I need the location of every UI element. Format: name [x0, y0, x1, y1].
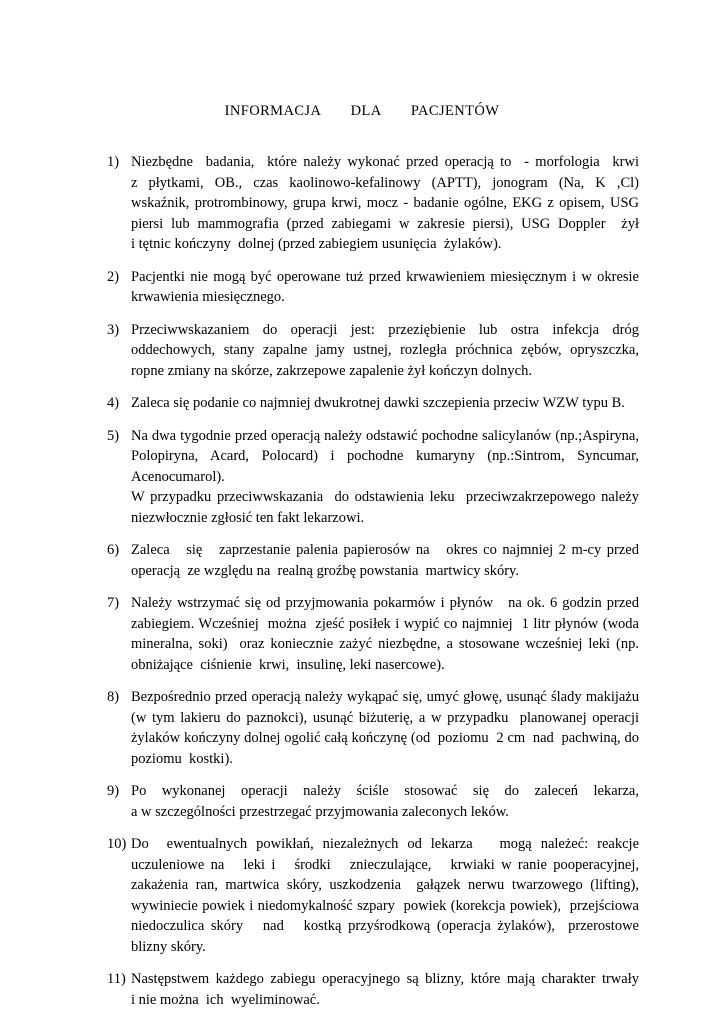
text-line: i nie można ich wyeliminować. — [131, 991, 320, 1008]
list-item — [107, 393, 639, 414]
text-line: piersi lub mammografia (przed zabiegami w zakresie piersi), USG Doppler żył — [131, 215, 639, 232]
text-line: Niezbędne badania, które należy wykonać przed operacją to - morfologia krwi — [131, 154, 639, 170]
list-item — [107, 834, 639, 957]
text-line: niezwłocznie zgłosić ten fakt lekarzowi. — [131, 509, 365, 526]
list-item — [107, 426, 639, 529]
list-item-text — [131, 540, 639, 581]
list-item-number: 9) — [107, 783, 120, 799]
text-line: blizny skóry. — [131, 938, 206, 955]
list-item-text — [131, 320, 639, 382]
list-item — [107, 781, 639, 822]
text-line: mineralna, soki) oraz koniecznie zażyć niezbędne, a stosowane wcześniej leki (np. — [131, 636, 639, 652]
text-line: Bezpośrednio przed operacją należy wykąpać się, umyć głowę, usunąć ślady makijażu — [131, 689, 639, 705]
list-item — [107, 593, 639, 675]
text-line: a w szczególności przestrzegać przyjmowania zaleconych leków. — [131, 803, 509, 820]
text-line: z płytkami, OB., czas kaolinowo-kefalinowy (APTT), jonogram (Na, K ,Cl) — [131, 174, 639, 191]
list-item — [107, 320, 639, 382]
text-line: W przypadku przeciwwskazania do odstawienia leku przeciwzakrzepowego należy — [131, 489, 639, 505]
list-item-number: 8) — [107, 689, 120, 705]
list-item-number: 7) — [107, 595, 120, 611]
text-line: zakażenia ran, martwica skóry, uszkodzenia gałązek nerwu twarzowego (lifting), — [131, 877, 639, 893]
list-item-text — [131, 593, 639, 675]
text-line: zabiegiem. Wcześniej można zjeść posiłek i wypić co najmniej 1 litr płynów (woda — [131, 615, 639, 632]
text-line: żylaków kończyny dolnej ogolić całą kończynę (od poziomu 2 cm nad pachwiną, do — [131, 730, 639, 746]
text-line: wskaźnik, protrombinowy, grupa krwi, mocz - badanie ogólne, EKG z opisem, USG — [131, 195, 639, 211]
text-line: Pacjentki nie mogą być operowane tuż przed krwawieniem miesięcznym i w okresie — [131, 268, 639, 285]
text-line: wywiniecie powiek i niedomykalność szpary powiek (korekcja powiek), przejściowa — [131, 897, 639, 914]
text-line: oddechowych, stany zapalne jamy ustnej, rozległa próchnica zębów, opryszczka, — [131, 342, 639, 358]
list-item-text — [131, 781, 639, 822]
list-item-number: 10) — [107, 836, 127, 852]
text-line: Należy wstrzymać się od przyjmowania pokarmów i płynów na ok. 6 godzin przed — [131, 595, 639, 611]
text-line: Po wykonanej operacji należy ściśle stosować się do zaleceń lekarza, — [131, 783, 639, 799]
list-item-number: 3) — [107, 321, 120, 338]
list-item-number: 11) — [107, 971, 126, 987]
text-line: poziomu kostki). — [131, 750, 233, 767]
document-title: INFORMACJA DLA PACJENTÓW — [224, 103, 500, 119]
list-item-text — [131, 267, 639, 308]
list-item-number: 1) — [107, 154, 120, 170]
text-line: Zaleca się zaprzestanie palenia papierosów na okres co najmniej 2 m-cy przed — [131, 542, 639, 558]
text-line: krwawienia miesięcznego. — [131, 289, 285, 305]
list-item-text — [131, 426, 639, 529]
text-line: operacją ze względu na realną groźbę powstania martwicy skóry. — [131, 562, 519, 579]
text-line: ropne zmiany na skórze, zakrzepowe zapalenie żył kończyn dolnych. — [131, 362, 532, 379]
list-item-text — [131, 393, 639, 414]
text-line: Na dwa tygodnie przed operacją należy odstawić pochodne salicylanów (np.;Aspiryna, — [131, 427, 639, 444]
text-line: uczuleniowe na leki i środki znieczulające, krwiaki w ranie pooperacyjnej, — [131, 856, 639, 873]
list-item-number: 2) — [107, 268, 120, 285]
list-item — [107, 969, 639, 1010]
text-line: niedoczulica skóry nad kostką przyśrodkową (operacja żylaków), przerostowe — [131, 918, 639, 934]
numbered-list — [107, 152, 639, 1010]
list-item-text — [131, 152, 639, 255]
list-item — [107, 152, 639, 255]
text-line: Do ewentualnych powikłań, niezależnych od lekarza mogą należeć: reakcje — [131, 836, 639, 852]
text-line: Acenocumarol). — [131, 468, 225, 485]
list-item-number: 6) — [107, 542, 120, 558]
list-item — [107, 687, 639, 769]
text-line: Zaleca się podanie co najmniej dwukrotnej dawki szczepienia przeciw WZW typu B. — [131, 395, 625, 411]
list-item — [107, 540, 639, 581]
list-item-text — [131, 969, 639, 1010]
list-item-text — [131, 834, 639, 957]
list-item-text — [131, 687, 639, 769]
text-line: (w tym lakieru do paznokci), usunąć biżuterię, a w przypadku planowanej operacji — [131, 709, 639, 726]
text-line: Następstwem każdego zabiegu operacyjnego są blizny, które mają charakter trwały — [131, 971, 639, 987]
list-item — [107, 267, 639, 308]
list-item-number: 4) — [107, 395, 120, 411]
list-item-number: 5) — [107, 427, 120, 444]
text-line: Polopiryna, Acard, Polocard) i pochodne kumaryny (np.:Sintrom, Syncumar, — [131, 448, 639, 464]
text-line: i tętnic kończyny dolnej (przed zabiegiem usunięcia żylaków). — [131, 236, 502, 252]
text-line: Przeciwwskazaniem do operacji jest: przeziębienie lub ostra infekcja dróg — [131, 321, 639, 338]
text-line: obniżające ciśnienie krwi, insulinę, leki nasercowe). — [131, 656, 445, 673]
